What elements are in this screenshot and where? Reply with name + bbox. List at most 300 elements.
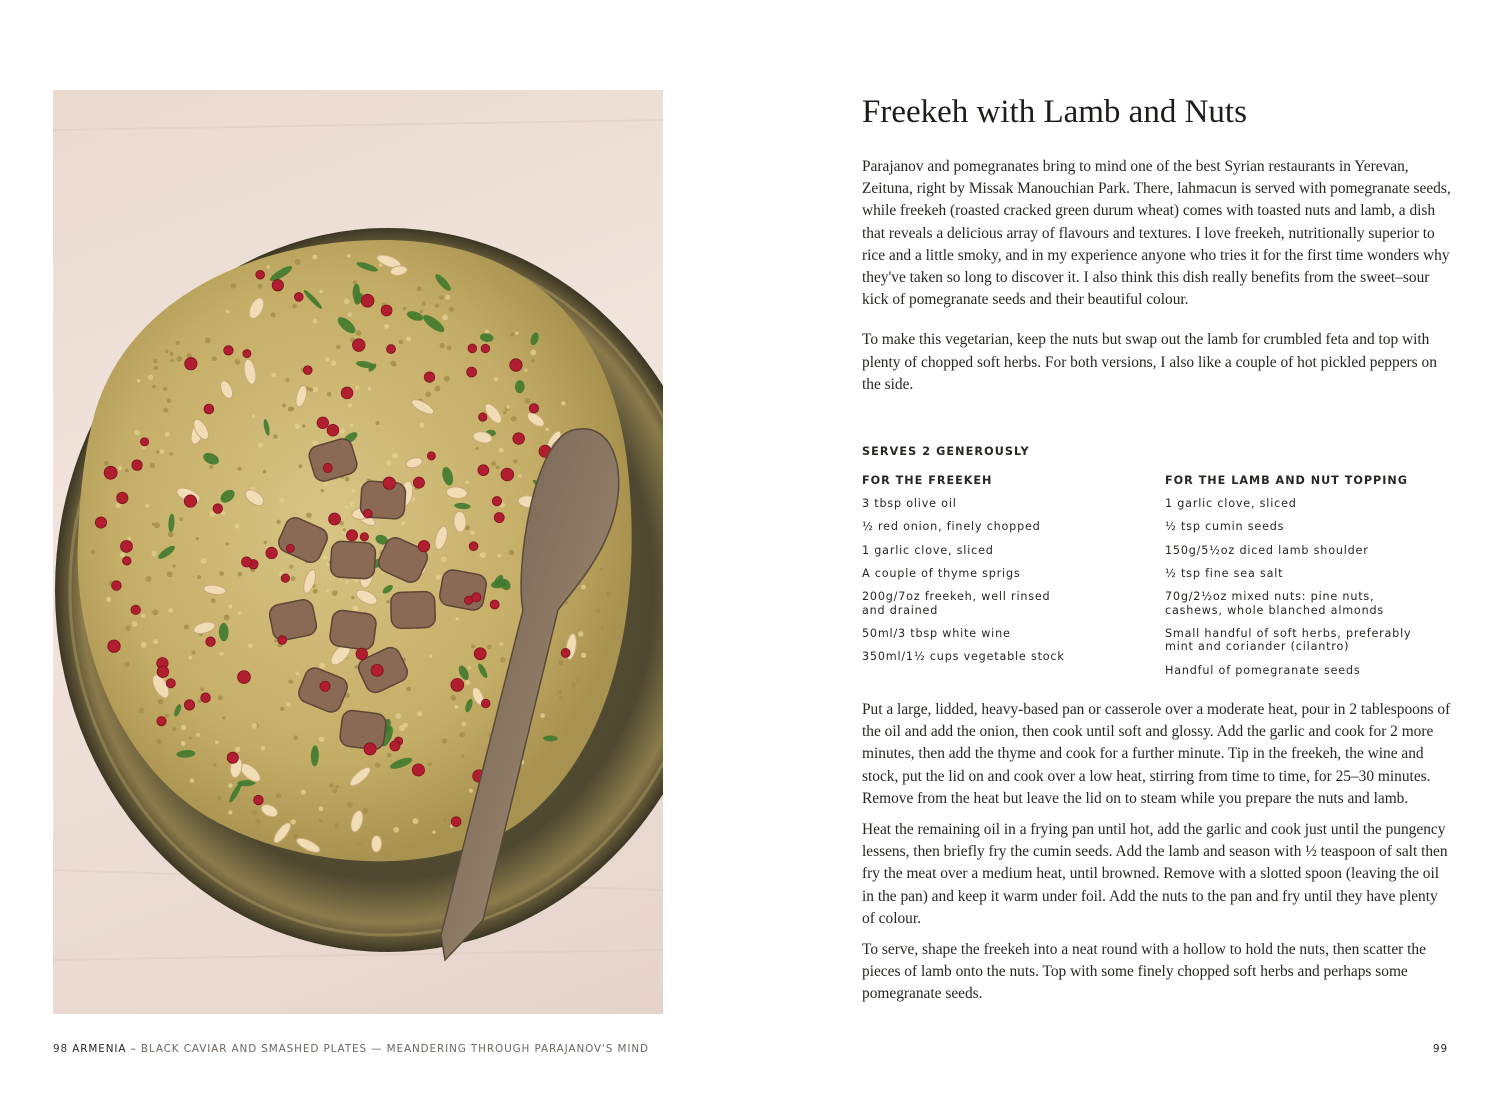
grain xyxy=(160,449,165,454)
grain xyxy=(344,298,350,304)
grain xyxy=(295,259,301,265)
grain xyxy=(470,530,475,535)
grain xyxy=(358,841,362,845)
grain xyxy=(450,695,456,701)
grain xyxy=(417,287,422,292)
grain xyxy=(335,785,338,788)
method-step: Heat the remaining oil in a frying pan until hot, add the garlic and cook just until the pungency lessens, then briefly fry the cumin seeds. Add the lamb and season with ½ teaspoon of salt then fry the meat over a medium heat, until browned. Remove with a slotted spoon (leaving the oil in the pan) and keep it warm under foil. Add the nuts to the pan and fry until they have plenty of colour. xyxy=(862,821,1448,927)
pomegranate-seed xyxy=(132,460,142,470)
pomegranate-seed xyxy=(117,492,128,503)
pomegranate-seed xyxy=(121,540,133,552)
grain xyxy=(350,424,354,428)
grain xyxy=(432,831,435,834)
pomegranate-seed xyxy=(140,438,148,446)
ingredient-item: 70g/2½oz mixed nuts: pine nuts, cashews, whole blanched almonds xyxy=(1165,590,1384,617)
pomegranate-seed xyxy=(327,424,339,436)
grain xyxy=(461,755,465,759)
grain xyxy=(499,642,503,646)
section-name: BLACK CAVIAR AND SMASHED PLATES — MEANDERING THROUGH PARAJANOV'S MIND xyxy=(140,1043,649,1055)
pomegranate-seed xyxy=(361,294,374,307)
grain xyxy=(146,576,152,582)
pomegranate-seed xyxy=(256,270,265,279)
grain xyxy=(127,537,131,541)
grain xyxy=(153,639,158,644)
grain xyxy=(393,363,396,366)
grain xyxy=(276,520,280,524)
grain xyxy=(434,386,440,392)
grain xyxy=(141,613,145,617)
grain xyxy=(325,357,330,362)
grain xyxy=(402,522,405,525)
grain xyxy=(540,713,545,718)
grain xyxy=(447,346,452,351)
grain xyxy=(139,708,144,713)
pomegranate-seed xyxy=(510,359,522,371)
grain xyxy=(386,460,391,465)
grain xyxy=(226,542,229,545)
grain xyxy=(196,537,199,540)
grain xyxy=(362,808,368,814)
grain xyxy=(158,699,164,705)
grain xyxy=(403,723,408,728)
grain xyxy=(345,580,349,584)
lamb-piece xyxy=(330,541,376,579)
ingredient-item: 1 garlic clove, sliced xyxy=(1165,497,1297,510)
grain xyxy=(581,653,586,658)
grain xyxy=(442,314,448,320)
grain xyxy=(403,307,406,310)
grain xyxy=(368,387,371,390)
grain xyxy=(248,643,253,648)
grain xyxy=(116,503,121,508)
grain xyxy=(154,366,158,370)
grain xyxy=(406,336,411,341)
ingredient-item: Small handful of soft herbs, preferably mint and coriander (cilantro) xyxy=(1165,626,1412,654)
grain xyxy=(355,665,359,669)
grain xyxy=(168,608,173,613)
pomegranate-seed xyxy=(490,600,499,609)
grain xyxy=(351,489,355,493)
pomegranate-seed xyxy=(213,504,222,513)
grain xyxy=(258,442,264,448)
pomegranate-seed xyxy=(242,557,252,567)
grain xyxy=(312,255,317,260)
grain xyxy=(165,350,169,354)
grain xyxy=(601,626,605,630)
ingredient-item: 200g/7oz freekeh, well rinsed and drained xyxy=(862,590,1051,617)
grain xyxy=(252,810,257,815)
pomegranate-seed xyxy=(418,541,429,552)
grain xyxy=(263,470,267,474)
pomegranate-seed xyxy=(95,517,106,528)
grain xyxy=(255,819,261,825)
grain xyxy=(234,524,239,529)
pomegranate-seed xyxy=(561,648,570,657)
grain xyxy=(524,369,527,372)
pomegranate-seed xyxy=(513,433,525,445)
grain xyxy=(252,723,258,729)
grain xyxy=(319,736,325,742)
pomegranate-seed xyxy=(166,679,175,688)
grain xyxy=(271,373,276,378)
pomegranate-seed xyxy=(201,693,211,703)
grain xyxy=(170,352,174,356)
grain xyxy=(319,663,325,669)
grain xyxy=(261,746,266,751)
grain xyxy=(218,695,223,700)
grain xyxy=(267,265,270,268)
lamb-piece xyxy=(438,568,488,611)
grain xyxy=(440,343,445,348)
pomegranate-seed xyxy=(131,605,140,614)
grain xyxy=(153,359,157,363)
grain xyxy=(559,696,562,699)
grain xyxy=(530,350,536,356)
pomegranate-seed xyxy=(451,817,461,827)
grain xyxy=(561,401,565,405)
grain xyxy=(219,652,223,656)
grain xyxy=(347,312,352,317)
grain xyxy=(163,408,168,413)
pomegranate-seed xyxy=(481,344,490,353)
grain xyxy=(384,324,389,329)
grain xyxy=(469,789,473,793)
recipe-title: Freekeh with Lamb and Nuts xyxy=(862,94,1247,130)
grain xyxy=(487,645,492,650)
pomegranate-seed xyxy=(529,404,538,413)
grain xyxy=(387,753,392,758)
grain xyxy=(498,447,503,452)
pomegranate-seed xyxy=(412,764,424,776)
page-number-left: 98 xyxy=(53,1043,69,1055)
grain xyxy=(436,574,441,579)
freekeh-heading: FOR THE FREEKEH xyxy=(862,474,993,487)
grain xyxy=(442,738,447,743)
grain xyxy=(578,631,583,636)
grain xyxy=(336,345,341,350)
grain xyxy=(215,740,219,744)
grain xyxy=(476,447,479,450)
intro-paragraph: To make this vegetarian, keep the nuts but swap out the lamb for crumbled feta and top with plenty of chopped soft herbs. For both versions, I also like a couple of hot pickled peppers on the side. xyxy=(862,331,1437,393)
grain xyxy=(289,680,293,684)
grain xyxy=(600,567,603,570)
grain xyxy=(179,517,183,521)
grain xyxy=(461,722,466,727)
grain xyxy=(228,810,232,814)
pomegranate-seed xyxy=(383,477,395,489)
pomegranate-seed xyxy=(469,542,478,551)
grain xyxy=(455,617,458,620)
grain xyxy=(375,421,379,425)
grain xyxy=(441,556,447,562)
grain xyxy=(392,453,398,459)
grain xyxy=(515,331,519,335)
grain xyxy=(228,783,233,788)
lamb-piece xyxy=(339,709,387,750)
grain xyxy=(319,806,324,811)
method-step: To serve, shape the freekeh into a neat round with a hollow to hold the nuts, then scatter the pieces of lamb onto the nuts. Top with some finely chopped soft herbs and perhaps some pomegranate seeds. xyxy=(862,941,1426,1003)
grain xyxy=(313,440,318,445)
ingredient-item: 50ml/3 tbsp white wine xyxy=(862,626,1011,640)
grain xyxy=(510,333,514,337)
grain xyxy=(238,611,242,615)
pomegranate-seed xyxy=(238,671,251,684)
grain xyxy=(276,793,281,798)
grain xyxy=(339,428,345,434)
grain xyxy=(331,361,337,367)
pomegranate-seed xyxy=(104,466,117,479)
pomegranate-seed xyxy=(320,681,330,691)
pomegranate-seed xyxy=(266,547,277,558)
pomegranate-seed xyxy=(387,345,396,354)
ingredient-item: ½ red onion, finely chopped xyxy=(862,520,1041,534)
pomegranate-seed xyxy=(224,346,233,355)
grain xyxy=(606,592,611,597)
grain xyxy=(152,551,157,556)
freekeh-ingredients xyxy=(862,497,1152,674)
grain xyxy=(209,465,213,469)
grain xyxy=(287,702,291,706)
serves-label: SERVES 2 GENEROUSLY xyxy=(862,445,1030,458)
grain xyxy=(465,680,470,685)
grain xyxy=(480,552,486,558)
topping-heading: FOR THE LAMB AND NUT TOPPING xyxy=(1165,474,1408,487)
recipe-method xyxy=(862,699,1452,1015)
grain xyxy=(302,424,305,427)
grain xyxy=(196,733,200,737)
grain xyxy=(406,687,411,692)
grain xyxy=(189,736,192,739)
grain xyxy=(165,432,170,437)
grain xyxy=(169,452,173,456)
ingredient-item: Handful of pomegranate seeds xyxy=(1165,663,1361,677)
dish-photo xyxy=(53,90,663,1014)
grain xyxy=(513,459,517,463)
pomegranate-seed xyxy=(185,358,197,370)
grain xyxy=(351,596,355,600)
grain xyxy=(291,576,296,581)
grain xyxy=(485,330,489,334)
grain xyxy=(231,283,236,288)
pomegranate-seed xyxy=(272,280,283,291)
pomegranate-seed xyxy=(346,530,357,541)
grain xyxy=(280,707,285,712)
grain xyxy=(219,571,224,576)
grain xyxy=(341,531,344,534)
grain xyxy=(271,312,276,317)
grain xyxy=(137,379,141,383)
pomegranate-seed xyxy=(478,465,489,476)
grain xyxy=(595,608,601,614)
grain xyxy=(557,690,562,695)
pomegranate-seed xyxy=(112,581,122,591)
grain xyxy=(213,763,217,767)
grain xyxy=(190,778,195,783)
grain xyxy=(224,614,230,620)
grain xyxy=(375,762,381,768)
dish-illustration xyxy=(53,90,663,1014)
grain xyxy=(200,687,204,691)
grain xyxy=(176,356,182,362)
pomegranate-seed xyxy=(286,544,294,552)
grain xyxy=(163,387,167,391)
grain xyxy=(120,552,125,557)
grain xyxy=(165,714,169,718)
grain xyxy=(350,502,355,507)
grain xyxy=(150,463,155,468)
pomegranate-seed xyxy=(472,593,481,602)
pomegranate-seed xyxy=(206,637,216,647)
grain xyxy=(176,341,180,345)
grain xyxy=(301,789,306,794)
pomegranate-seed xyxy=(122,557,131,566)
ingredient-item: ½ tsp cumin seeds xyxy=(1165,520,1285,534)
grain xyxy=(468,666,471,669)
grain xyxy=(496,466,500,470)
grain xyxy=(226,310,229,313)
grain xyxy=(191,650,195,654)
grain xyxy=(545,428,549,432)
topping-ingredients xyxy=(1165,497,1455,687)
pomegranate-seed xyxy=(413,477,424,488)
grain xyxy=(412,818,418,824)
pomegranate-seed xyxy=(281,574,289,582)
grain xyxy=(292,304,297,309)
grain xyxy=(429,654,433,658)
grain xyxy=(252,414,255,417)
pomegranate-seed xyxy=(381,305,392,316)
pomegranate-seed xyxy=(108,640,120,652)
grain xyxy=(205,337,211,343)
grain xyxy=(319,290,322,293)
pomegranate-seed xyxy=(390,741,400,751)
grain xyxy=(172,565,175,568)
grain xyxy=(455,705,459,709)
pomegranate-seed xyxy=(364,743,376,755)
grain xyxy=(296,672,300,676)
pomegranate-seed xyxy=(451,678,464,691)
grain xyxy=(156,739,162,745)
grain xyxy=(343,528,346,531)
grain xyxy=(419,423,424,428)
grain xyxy=(422,301,426,305)
grain xyxy=(506,405,510,409)
grain xyxy=(393,827,399,833)
pomegranate-seed xyxy=(184,700,194,710)
ingredient-item: 1 garlic clove, sliced xyxy=(862,543,994,557)
pomegranate-seed xyxy=(427,452,435,460)
grain xyxy=(352,605,358,611)
grain xyxy=(395,713,401,719)
grain xyxy=(134,430,139,435)
grain xyxy=(286,378,290,382)
grain xyxy=(172,727,176,731)
grain xyxy=(125,469,129,473)
ingredient-item: A couple of thyme sprigs xyxy=(862,566,1021,580)
grain xyxy=(181,741,186,746)
grain xyxy=(347,254,351,258)
grain xyxy=(329,783,333,787)
grain xyxy=(581,585,586,590)
grain xyxy=(449,306,454,311)
pomegranate-seed xyxy=(468,344,477,353)
grain xyxy=(118,466,122,470)
grain xyxy=(197,575,201,579)
grain xyxy=(148,375,153,380)
grain xyxy=(319,819,323,823)
grain xyxy=(345,505,348,508)
pomegranate-seed xyxy=(467,367,477,377)
grain xyxy=(386,600,390,604)
grain xyxy=(497,554,501,558)
grain xyxy=(145,504,149,508)
lamb-piece xyxy=(329,609,377,651)
grain xyxy=(264,541,268,545)
grain xyxy=(348,403,352,407)
grain xyxy=(347,802,353,808)
grain xyxy=(323,555,327,559)
grain xyxy=(355,386,359,390)
grain xyxy=(282,403,286,407)
grain xyxy=(295,423,301,429)
ingredient-item: 350ml/1½ cups vegetable stock xyxy=(862,650,1065,664)
grain xyxy=(471,644,475,648)
grain xyxy=(189,656,193,660)
grain xyxy=(334,823,339,828)
pomegranate-seed xyxy=(317,417,329,429)
pomegranate-seed xyxy=(481,699,490,708)
pomegranate-seed xyxy=(501,468,514,481)
grain xyxy=(324,482,329,487)
pomegranate-seed xyxy=(494,513,504,523)
grain xyxy=(152,609,158,615)
pomegranate-seed xyxy=(278,636,287,645)
grain xyxy=(167,398,172,403)
lamb-piece xyxy=(390,591,435,628)
pomegranate-seed xyxy=(329,513,341,525)
grain xyxy=(132,621,138,627)
grain xyxy=(309,388,313,392)
footer-separator: – xyxy=(126,1043,141,1055)
grain xyxy=(290,407,294,411)
grain xyxy=(91,550,95,554)
ingredient-item: 150g/5½oz diced lamb shoulder xyxy=(1165,543,1369,557)
grain xyxy=(571,682,576,687)
grain xyxy=(518,474,522,478)
grain xyxy=(445,295,450,300)
grain xyxy=(257,284,262,289)
grain xyxy=(104,461,109,466)
grain xyxy=(154,522,160,528)
grain xyxy=(293,735,297,739)
grain xyxy=(327,392,332,397)
grain xyxy=(156,450,159,453)
grain xyxy=(274,639,277,642)
grain xyxy=(201,558,207,564)
pomegranate-seed xyxy=(243,350,251,358)
grain xyxy=(125,662,130,667)
grain xyxy=(425,392,430,397)
grain xyxy=(291,819,296,824)
grain xyxy=(152,523,155,526)
grain xyxy=(279,498,284,503)
pomegranate-seed xyxy=(294,293,303,302)
grain xyxy=(326,589,329,592)
pomegranate-seed xyxy=(157,717,166,726)
grain xyxy=(525,398,531,404)
pomegranate-seed xyxy=(424,372,434,382)
grain xyxy=(184,625,189,630)
